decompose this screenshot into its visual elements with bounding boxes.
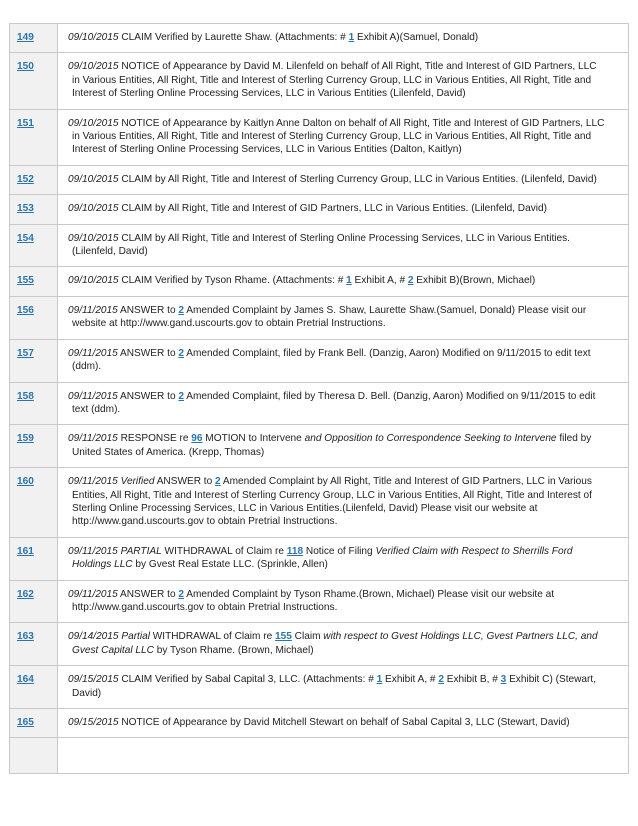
docket-number-link[interactable]: 162 — [17, 588, 34, 600]
docket-text-cell — [58, 296, 629, 339]
docket-row — [10, 267, 629, 296]
filing-date: 09/11/2015 — [68, 545, 118, 557]
docket-row — [10, 580, 629, 623]
docket-number-link[interactable]: 154 — [17, 232, 34, 244]
docket-row — [10, 537, 629, 580]
filing-date: 09/11/2015 — [68, 476, 118, 488]
docket-text — [68, 673, 606, 700]
entry-text: Amended Complaint by Tyson Rhame.(Brown, Michael) Please visit our website at http://www.gand.uscourts.gov to obtain Pretrial Instructions. — [72, 588, 555, 613]
entry-text: Amended Complaint by All Right, Title and Interest of GID Partners, LLC in Various Entities, All Right, Title and Interest of Sterling Currency Group, LLC in Various Entities, All Right, Title and Interest of Sterling Online Processing Services, LLC in Various Entities.(Lilenfeld, David) Please visit our website at http://www.gand.uscourts.gov to obtain Pretrial Instructions. — [72, 476, 592, 528]
document-link[interactable]: 3 — [500, 674, 507, 686]
italic-text: Partial — [121, 631, 150, 643]
docket-number-link[interactable]: 163 — [17, 631, 34, 643]
filing-date: 09/11/2015 — [68, 588, 118, 600]
docket-number-link[interactable]: 151 — [17, 117, 34, 129]
docket-row — [10, 53, 629, 109]
docket-number-cell — [10, 666, 58, 709]
entry-text: ANSWER to — [154, 476, 216, 488]
entry-text: by Gvest Real Estate LLC. (Sprinkle, Allen) — [132, 559, 328, 571]
docket-number-link[interactable]: 159 — [17, 433, 34, 445]
docket-number-cell — [10, 339, 58, 382]
docket-number-cell — [10, 382, 58, 425]
docket-number-cell — [10, 195, 58, 224]
docket-text-cell — [58, 224, 629, 267]
docket-number-link[interactable]: 152 — [17, 173, 34, 185]
entry-text: RESPONSE re — [117, 433, 192, 445]
filing-date: 09/10/2015 — [68, 32, 119, 43]
entry-text: Exhibit A, # — [351, 275, 408, 287]
docket-number-cell — [10, 109, 58, 165]
empty-cell — [58, 738, 629, 774]
italic-text: PARTIAL — [120, 545, 162, 557]
filing-date: 09/10/2015 — [68, 203, 119, 215]
document-link[interactable]: 2 — [215, 476, 221, 488]
docket-number-cell — [10, 537, 58, 580]
docket-text-cell — [58, 165, 629, 194]
empty-cell — [10, 738, 58, 774]
filing-date: 09/10/2015 — [68, 61, 119, 73]
docket-row — [10, 165, 629, 194]
docket-number-link[interactable]: 149 — [17, 32, 34, 43]
entry-text: ANSWER to — [117, 588, 179, 600]
italic-text: Verified — [120, 476, 155, 488]
entry-text: Exhibit B, # — [443, 674, 501, 686]
docket-number-link[interactable]: 153 — [17, 203, 34, 215]
entry-text: NOTICE of Appearance by Kaitlyn Anne Dalton on behalf of All Right, Title and Interest of GID Partners, LLC in Various Entities, All Right, Title and Interest of Sterling Currency Group, LLC in Various Entities, All Right, Title and Interest of Sterling Online Processing Services, LLC in Various Entities (Dalton, Kaitlyn) — [72, 117, 605, 156]
docket-number-link[interactable]: 164 — [17, 674, 34, 686]
docket-number-cell — [10, 623, 58, 666]
filing-date: 09/11/2015 — [68, 347, 118, 359]
document-link[interactable]: 2 — [178, 390, 184, 402]
entry-text: Amended Complaint by James S. Shaw, Laurette Shaw.(Samuel, Donald) Please visit our website at http://www.gand.uscourts.gov to obtain Pretrial Instructions. — [72, 304, 587, 330]
docket-text — [68, 588, 606, 615]
entry-text: ANSWER to — [117, 304, 179, 316]
docket-text-cell — [58, 666, 629, 709]
filing-date: 09/10/2015 — [68, 275, 119, 287]
document-link[interactable]: 2 — [178, 588, 184, 600]
docket-text — [68, 117, 606, 157]
entry-text: CLAIM Verified by Tyson Rhame. (Attachments: # — [118, 275, 347, 287]
docket-number-cell — [10, 165, 58, 194]
entry-text: NOTICE of Appearance by David Mitchell Stewart on behalf of Sabal Capital 3, LLC (Stewart, David) — [118, 717, 570, 728]
document-link[interactable]: 2 — [178, 347, 184, 359]
docket-number-link[interactable]: 161 — [17, 545, 34, 557]
document-link[interactable]: 2 — [438, 674, 444, 686]
docket-text-cell — [58, 709, 629, 738]
entry-text: MOTION to Intervene — [202, 433, 305, 445]
filing-date: 09/10/2015 — [68, 173, 119, 185]
docket-table — [9, 23, 629, 774]
document-link[interactable]: 118 — [286, 545, 304, 557]
docket-text — [68, 304, 606, 331]
docket-number-cell — [10, 224, 58, 267]
entry-text: Amended Complaint, filed by Frank Bell. (Danzig, Aaron) Modified on 9/11/2015 to edit text (ddm). — [72, 347, 591, 373]
docket-text-cell — [58, 468, 629, 538]
entry-text: CLAIM by All Right, Title and Interest of Sterling Online Processing Services, LLC in Various Entities. (Lilenfeld, David) — [72, 232, 570, 258]
entry-text: WITHDRAWAL of Claim re — [161, 545, 287, 557]
docket-text-cell — [58, 24, 629, 53]
entry-text: CLAIM by All Right, Title and Interest of GID Partners, LLC in Various Entities. (Lilenfeld, David) — [118, 203, 547, 215]
docket-text-cell — [58, 109, 629, 165]
docket-text — [68, 173, 606, 186]
entry-text: Notice of Filing — [303, 545, 376, 557]
docket-text-cell — [58, 339, 629, 382]
docket-text — [68, 202, 606, 215]
docket-number-cell — [10, 53, 58, 109]
filing-date: 09/15/2015 — [68, 717, 119, 728]
entry-text: CLAIM Verified by Sabal Capital 3, LLC. (Attachments: # — [118, 674, 377, 686]
docket-number-link[interactable]: 158 — [17, 390, 34, 402]
docket-row — [10, 24, 629, 53]
document-link[interactable]: 1 — [376, 674, 383, 686]
docket-row — [10, 623, 629, 666]
italic-text: Verified Claim with Respect to Sherrills Ford Holdings LLC — [72, 545, 573, 571]
docket-number-cell — [10, 468, 58, 538]
italic-text: and Opposition to Correspondence Seeking to Intervene — [304, 433, 557, 445]
docket-text — [68, 232, 606, 259]
docket-text-cell — [58, 580, 629, 623]
docket-text — [68, 31, 606, 44]
docket-row — [10, 468, 629, 538]
docket-number-link[interactable]: 165 — [17, 717, 34, 728]
docket-row — [10, 195, 629, 224]
docket-number-link[interactable]: 156 — [17, 304, 34, 316]
docket-row — [10, 382, 629, 425]
docket-number-cell — [10, 267, 58, 296]
docket-text — [68, 390, 606, 417]
docket-row — [10, 109, 629, 165]
document-link[interactable]: 155 — [275, 631, 292, 643]
document-link[interactable]: 2 — [178, 304, 184, 316]
docket-text — [68, 347, 606, 374]
entry-text: by Tyson Rhame. (Brown, Michael) — [153, 644, 314, 656]
docket-row — [10, 666, 629, 709]
docket-text — [68, 475, 606, 529]
docket-body — [10, 24, 629, 774]
docket-text-cell — [58, 53, 629, 109]
filing-date: 09/11/2015 — [68, 304, 118, 316]
entry-text: Amended Complaint, filed by Theresa D. Bell. (Danzig, Aaron) Modified on 9/11/2015 to edit text (ddm). — [72, 390, 596, 415]
filing-date: 09/10/2015 — [68, 232, 119, 244]
entry-text: CLAIM Verified by Laurette Shaw. (Attachments: # — [118, 32, 349, 43]
entry-text: Exhibit A)(Samuel, Donald) — [354, 32, 479, 43]
docket-text-cell — [58, 623, 629, 666]
document-link[interactable]: 1 — [346, 275, 352, 287]
entry-text: ANSWER to — [117, 390, 179, 402]
entry-text: Exhibit B)(Brown, Michael) — [413, 275, 536, 287]
docket-number-link[interactable]: 150 — [17, 61, 34, 73]
document-link[interactable]: 1 — [348, 32, 355, 43]
empty-row — [10, 738, 629, 774]
docket-text-cell — [58, 267, 629, 296]
docket-number-link[interactable]: 160 — [17, 476, 34, 488]
docket-row — [10, 296, 629, 339]
filing-date: 09/11/2015 — [68, 433, 118, 445]
entry-text: ANSWER to — [117, 347, 179, 359]
docket-text — [68, 432, 606, 459]
filing-date: 09/11/2015 — [68, 390, 118, 402]
docket-row — [10, 425, 629, 468]
docket-text-cell — [58, 425, 629, 468]
entry-text: WITHDRAWAL of Claim re — [149, 631, 276, 643]
entry-text: CLAIM by All Right, Title and Interest of Sterling Currency Group, LLC in Various Entities. (Lilenfeld, David) — [118, 173, 597, 185]
filing-date: 09/14/2015 — [68, 631, 119, 643]
filing-date: 09/15/2015 — [68, 674, 119, 686]
docket-number-cell — [10, 709, 58, 738]
entry-text: Exhibit C) (Stewart, David) — [72, 674, 597, 699]
entry-text: Exhibit A, # — [382, 674, 439, 686]
filing-date: 09/10/2015 — [68, 117, 119, 129]
docket-number-cell — [10, 425, 58, 468]
docket-number-cell — [10, 24, 58, 53]
italic-text: with respect to Gvest Holdings LLC, Gvest Partners LLC, and Gvest Capital LLC — [72, 631, 598, 656]
docket-text — [68, 274, 606, 287]
document-link[interactable]: 96 — [191, 433, 203, 445]
docket-number-cell — [10, 296, 58, 339]
docket-text — [68, 716, 606, 729]
entry-text: Claim — [291, 631, 324, 643]
docket-row — [10, 224, 629, 267]
document-link[interactable]: 2 — [407, 275, 414, 287]
entry-text: NOTICE of Appearance by David M. Lilenfeld on behalf of All Right, Title and Interest of GID Partners, LLC in Various Entities, All Right, Title and Interest of Sterling Currency Group, LLC in Various Entities, All Right, Title and Interest of Sterling Online Processing Services, LLC in Various Entities (Lilenfeld, David) — [72, 61, 597, 100]
docket-number-link[interactable]: 155 — [17, 275, 34, 287]
docket-text — [68, 545, 606, 572]
docket-row — [10, 339, 629, 382]
docket-text-cell — [58, 382, 629, 425]
entry-text: filed by United States of America. (Krepp, Thomas) — [72, 433, 592, 458]
docket-number-cell — [10, 580, 58, 623]
docket-text — [68, 60, 606, 100]
docket-row — [10, 709, 629, 738]
docket-text-cell — [58, 537, 629, 580]
docket-number-link[interactable]: 157 — [17, 347, 34, 359]
docket-text-cell — [58, 195, 629, 224]
docket-text — [68, 630, 606, 657]
